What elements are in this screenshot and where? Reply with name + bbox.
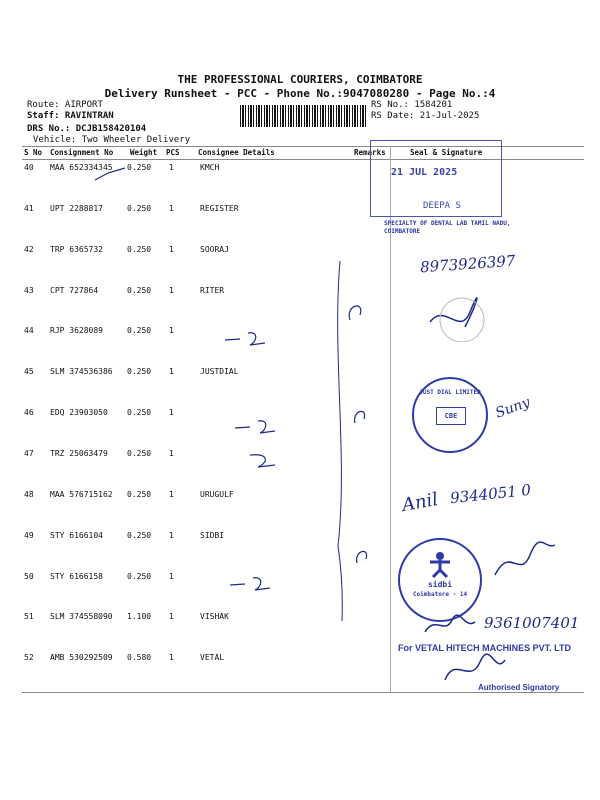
remark-mark-46 xyxy=(350,405,375,430)
cell-pcs: 1 xyxy=(169,449,174,458)
sidbi-person-icon xyxy=(428,550,452,578)
sidbi-stamp-label: sidbi xyxy=(427,580,453,589)
cell-consignment: TRZ 25063479 xyxy=(50,449,108,458)
col-pcs: PCS xyxy=(166,148,180,157)
handwritten-phone-51: 9361007401 xyxy=(484,614,580,632)
cell-sno: 42 xyxy=(24,245,34,254)
cell-pcs: 1 xyxy=(169,653,174,662)
cell-consignment: CPT 727864 xyxy=(50,286,99,295)
handwritten-phone-48: 9344051 0 xyxy=(449,480,532,508)
cell-pcs: 1 xyxy=(169,490,174,499)
cell-consignee: RITER xyxy=(200,286,225,295)
cell-pcs: 1 xyxy=(169,408,174,417)
cell-consignment: TRP 6365732 xyxy=(50,245,103,254)
cell-consignee: KMCH xyxy=(200,163,220,172)
cell-weight: 0.580 xyxy=(127,653,152,662)
cell-pcs: 1 xyxy=(169,367,174,376)
cell-weight: 0.250 xyxy=(127,245,152,254)
cell-sno: 52 xyxy=(24,653,34,662)
cell-sno: 49 xyxy=(24,531,34,540)
justdial-stamp-ring: JUST DIAL LIMITED xyxy=(419,389,481,396)
signature-48: Anil xyxy=(400,489,440,516)
cell-sno: 40 xyxy=(24,163,34,172)
cell-consignee: URUGULF xyxy=(200,490,234,499)
cell-weight: 0.250 xyxy=(127,531,152,540)
cell-weight: 0.250 xyxy=(127,326,152,335)
cell-sno: 50 xyxy=(24,572,34,581)
cell-consignment: STY 6166104 xyxy=(50,531,103,540)
margin-line xyxy=(330,256,350,626)
cell-pcs: 1 xyxy=(169,612,174,621)
signature-51 xyxy=(420,610,480,640)
vetal-company-stamp: For VETAL HITECH MACHINES PVT. LTD xyxy=(398,643,572,653)
cell-sno: 41 xyxy=(24,204,34,213)
route-label: Route: AIRPORT xyxy=(27,100,103,110)
rs-date: RS Date: 21-Jul-2025 xyxy=(371,111,480,121)
justdial-stamp xyxy=(412,377,488,453)
col-consignment: Consignment No xyxy=(50,148,114,157)
cell-weight: 0.250 xyxy=(127,204,152,213)
sidbi-stamp-city: Coimbatore - 14 xyxy=(412,591,468,598)
mark-46 xyxy=(230,413,280,438)
table-row xyxy=(22,653,392,693)
cell-consignment: SLM 374536386 xyxy=(50,367,113,376)
signature-52 xyxy=(440,650,510,690)
cell-consignment: MAA 576715162 xyxy=(50,490,113,499)
company-title: THE PROFESSIONAL COURIERS, COIMBATORE xyxy=(177,73,423,86)
cell-sno: 43 xyxy=(24,286,34,295)
tick-40 xyxy=(90,165,130,185)
col-remarks: Remarks xyxy=(354,148,386,157)
cell-consignment: RJP 3628089 xyxy=(50,326,103,335)
cell-pcs: 1 xyxy=(169,531,174,540)
rs-no: RS No.: 1584201 xyxy=(371,100,453,110)
cell-sno: 45 xyxy=(24,367,34,376)
cell-sno: 44 xyxy=(24,326,34,335)
cell-consignee: VETAL xyxy=(200,653,225,662)
cell-weight: 0.250 xyxy=(127,408,152,417)
cell-consignee: REGISTER xyxy=(200,204,239,213)
cell-pcs: 1 xyxy=(169,326,174,335)
cell-consignee: VISHAK xyxy=(200,612,229,621)
cell-weight: 0.250 xyxy=(127,367,152,376)
runsheet-title: Delivery Runsheet - PCC - Phone No.:9047080280 - Page No.:4 xyxy=(104,87,496,100)
handwritten-phone-42: 8973926397 xyxy=(419,251,516,277)
cell-weight: 0.250 xyxy=(127,163,152,172)
kmch-stamp-date: 21 JUL 2025 xyxy=(391,167,458,178)
justdial-stamp-center: CBE xyxy=(436,407,466,425)
cell-pcs: 1 xyxy=(169,163,174,172)
mark-44 xyxy=(220,325,270,350)
cell-weight: 1.100 xyxy=(127,612,152,621)
cell-consignment: EDQ 23903050 xyxy=(50,408,108,417)
col-consignee: Consignee Details xyxy=(198,148,275,157)
cell-consignment: MAA 652334345 xyxy=(50,163,113,172)
cell-weight: 0.250 xyxy=(127,449,152,458)
remark-mark-49 xyxy=(352,545,377,570)
cell-sno: 47 xyxy=(24,449,34,458)
vehicle-label: Vehicle: Two Wheeler Delivery xyxy=(33,135,191,145)
col-weight: Weight xyxy=(130,148,158,157)
table-row xyxy=(22,163,392,203)
cell-pcs: 1 xyxy=(169,286,174,295)
table-row xyxy=(22,204,392,244)
barcode xyxy=(240,105,366,127)
cell-consignment: STY 6166158 xyxy=(50,572,103,581)
kmch-stamp xyxy=(370,140,502,217)
kmch-stamp-name: DEEPA S xyxy=(423,201,461,211)
cell-sno: 51 xyxy=(24,612,34,621)
signature-45: Suny xyxy=(493,394,533,422)
cell-weight: 0.250 xyxy=(127,490,152,499)
mark-50 xyxy=(225,570,275,595)
cell-consignment: UPT 2288817 xyxy=(50,204,103,213)
col-sno: S No xyxy=(24,148,43,157)
signature-43 xyxy=(420,292,490,342)
signature-49 xyxy=(490,540,560,585)
cell-consignment: SLM 374558090 xyxy=(50,612,113,621)
cell-weight: 0.250 xyxy=(127,572,152,581)
cell-sno: 46 xyxy=(24,408,34,417)
vetal-authorised-signatory: Authorised Signatory xyxy=(478,683,560,692)
dental-lab-stamp: SPECIALTY OF DENTAL LAB TAMIL NADU, COIMBATORE xyxy=(384,220,511,235)
mark-47 xyxy=(240,449,280,474)
cell-consignee: JUSTDIAL xyxy=(200,367,239,376)
staff-label: Staff: RAVINTRAN xyxy=(27,111,114,121)
col-seal: Seal & Signature xyxy=(410,148,483,157)
drs-label: DRS No.: DCJB158420104 xyxy=(27,124,147,134)
cell-sno: 48 xyxy=(24,490,34,499)
cell-pcs: 1 xyxy=(169,572,174,581)
cell-consignment: AMB 530292509 xyxy=(50,653,113,662)
cell-weight: 0.250 xyxy=(127,286,152,295)
cell-pcs: 1 xyxy=(169,245,174,254)
cell-consignee: SOORAJ xyxy=(200,245,229,254)
cell-consignee: SIDBI xyxy=(200,531,225,540)
cell-pcs: 1 xyxy=(169,204,174,213)
